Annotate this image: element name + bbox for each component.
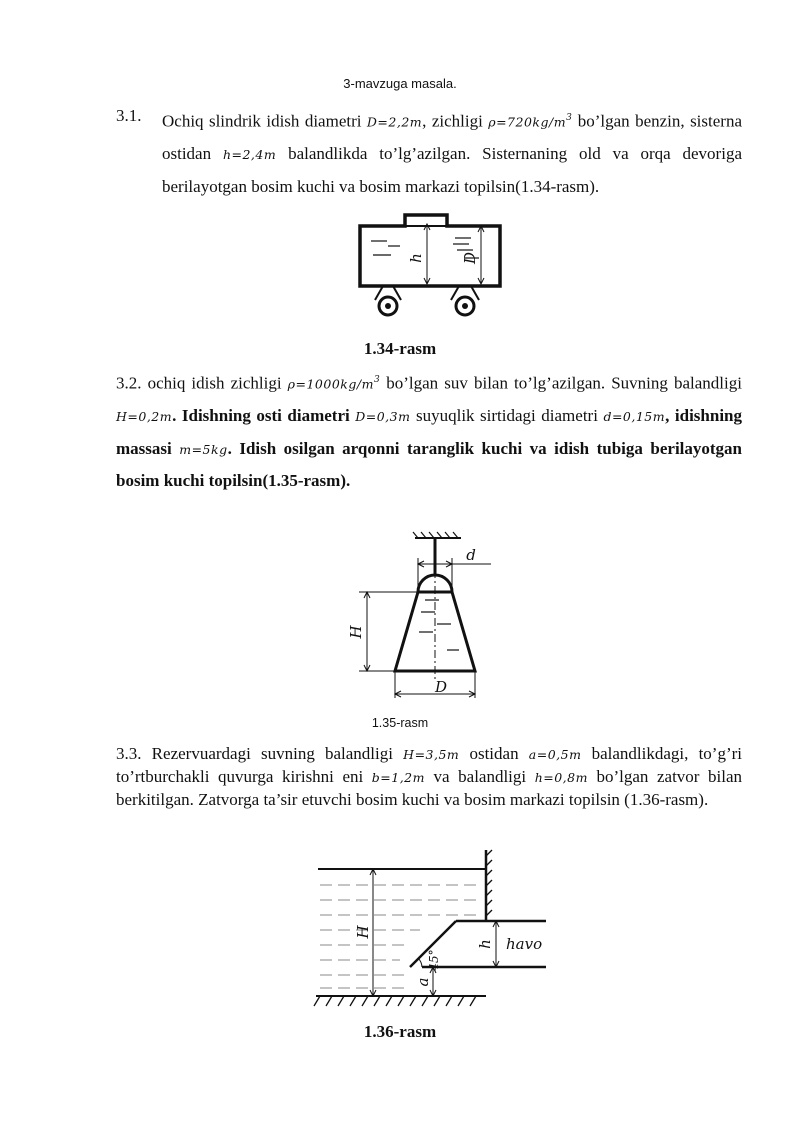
label-h: h xyxy=(476,939,494,949)
figure-1-35-hanging-vessel xyxy=(347,530,495,700)
figure-caption-1-35: 1.35-rasm xyxy=(371,716,429,730)
math-b: b=1,2m xyxy=(371,770,425,785)
problem-3-1-text: Ochiq slindrik idish diametri D=2,2m, zichligi $\rho=720kg/m^3$ bo’lgan benzin, sisterna ostidan h=2,4m balandlikda to’lg’azilgan. Sisternaning old va orqa devoriga berilayotgan bosim kuchi va bosim markazi topilsin(1.34-rasm). xyxy=(162,111,742,196)
label-havo: havo xyxy=(506,935,543,953)
figure-1-36-reservoir-gate xyxy=(310,848,550,1016)
math-H: H=0,2m xyxy=(116,409,173,425)
page-heading: 3-mavzuga masala. xyxy=(343,76,457,91)
label-angle: 45° xyxy=(427,949,441,971)
problem-3-3-text: 3.3. Rezervuardagi suvning balandligi H=3,5m ostidan a=0,5m balandlikdagi, to’g’ri to’rtburchakli quvurga kirishni eni b=1,2m va balandligi h=0,8m bo’lgan zatvor bilan berkitilgan. Zatvorga ta’sir etuvchi bosim kuchi va bosim markazi topilsin (1.36-rasm). xyxy=(116,744,743,809)
figure-caption-1-34: 1.34-rasm xyxy=(363,339,437,358)
math-h: h=0,8m xyxy=(534,770,588,785)
math-H: H=3,5m xyxy=(403,747,460,762)
math-D: D=2,2m xyxy=(366,114,423,130)
figure-caption-1-36: 1.36-rasm xyxy=(363,1022,437,1041)
math-rho: ρ=720kg/m xyxy=(488,114,567,130)
label-H: H xyxy=(354,925,372,939)
math-d: d=0,15m xyxy=(603,409,666,425)
label-D: D xyxy=(461,251,479,265)
math-rho: ρ=1000kg/m xyxy=(287,376,374,392)
figure-1-34-tank xyxy=(355,210,505,320)
label-d: d xyxy=(466,546,476,564)
label-D: D xyxy=(434,678,448,696)
problem-number-3-1: 3.1. xyxy=(116,106,142,125)
label-H: H xyxy=(347,625,365,639)
label-a: a xyxy=(414,977,432,987)
math-D: D=0,3m xyxy=(355,409,411,425)
math-m: m=5kg xyxy=(179,441,228,457)
problem-3-2-text: 3.2. ochiq idish zichligi $\rho=1000kg/m^3$ bo’lgan suv bilan to’lg’azilgan. Suvning balandligi H=0,2m. Idishning osti diametri D=0,3m suyuqlik sirtidagi diametri d=0,15m, idishning massasi m=5kg. Idish osilgan arqonni taranglik kuchi va idish tubiga berilayotgan bosim kuchi topilsin(1.35-rasm). xyxy=(116,373,743,491)
math-h: h=2,4m xyxy=(222,147,277,163)
math-a: a=0,5m xyxy=(528,747,582,762)
label-h: h xyxy=(407,253,425,263)
